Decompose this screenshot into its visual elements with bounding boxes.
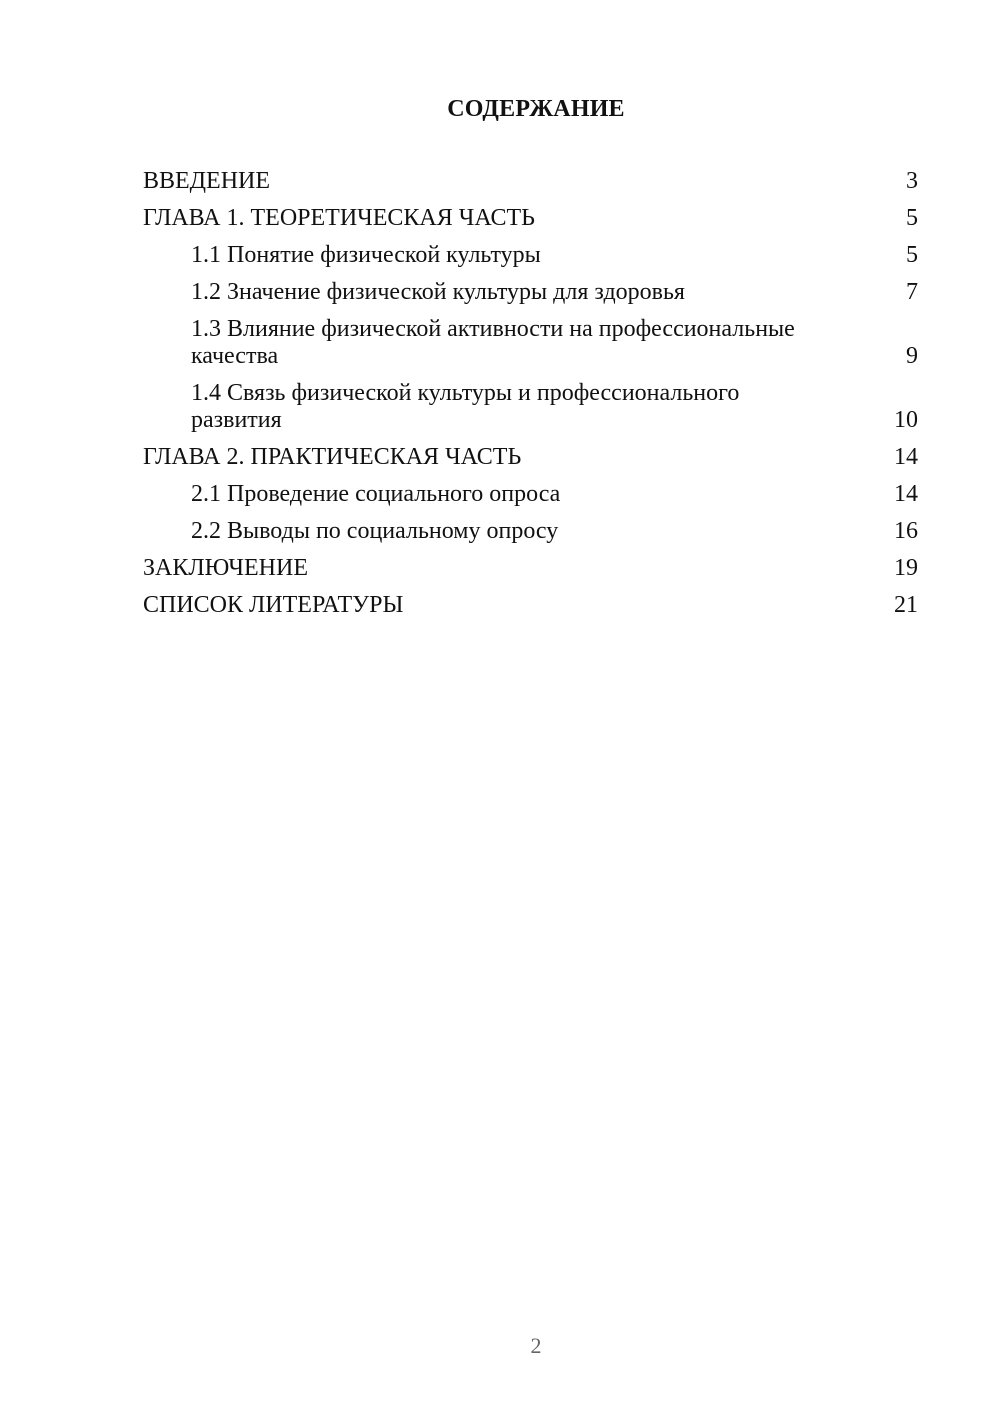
toc-entry-2-2[interactable] — [143, 518, 918, 545]
toc-entry-page: 5 — [906, 205, 918, 231]
toc-entry-page: 5 — [906, 242, 918, 268]
toc-entry-conclusion[interactable] — [143, 555, 918, 582]
page-title: СОДЕРЖАНИЕ — [447, 96, 625, 122]
toc-entry-text: ГЛАВА 2. ПРАКТИЧЕСКАЯ ЧАСТЬ — [143, 444, 522, 470]
toc-entry-text: 1.4 Связь физической культуры и профессионального развития — [191, 380, 740, 433]
toc-entry-text: СПИСОК ЛИТЕРАТУРЫ — [143, 592, 404, 618]
toc-entry-2-1[interactable] — [143, 481, 918, 508]
toc-entry-page: 14 — [894, 481, 918, 507]
toc-entry-text: 1.1 Понятие физической культуры — [191, 242, 541, 268]
toc-entry-text: ГЛАВА 1. ТЕОРЕТИЧЕСКАЯ ЧАСТЬ — [143, 205, 535, 231]
toc-entry-page: 19 — [894, 555, 918, 581]
toc-entry-page: 7 — [906, 279, 918, 305]
toc-entry-1-1[interactable] — [143, 242, 918, 269]
toc-entry-chapter-2[interactable] — [143, 444, 918, 471]
toc-entry-page: 9 — [906, 343, 918, 369]
toc-entry-text: 1.2 Значение физической культуры для здоровья — [191, 279, 685, 305]
toc-entry-page: 16 — [894, 518, 918, 544]
toc-entry-text: 1.3 Влияние физической активности на профессиональные качества — [191, 316, 795, 369]
toc-entry-text: ВВЕДЕНИЕ — [143, 168, 271, 194]
toc-entry-chapter-1[interactable] — [143, 205, 918, 232]
toc-entry-text: 2.2 Выводы по социальному опросу — [191, 518, 559, 544]
toc-entry-1-2[interactable] — [143, 279, 918, 306]
toc-entry-introduction[interactable] — [143, 168, 918, 195]
toc-entry-page: 21 — [894, 592, 918, 618]
toc-entry-1-4[interactable] — [143, 380, 918, 434]
table-of-contents — [143, 168, 918, 619]
toc-entry-text: ЗАКЛЮЧЕНИЕ — [143, 555, 308, 581]
toc-entry-text: 2.1 Проведение социального опроса — [191, 481, 561, 507]
toc-entry-page: 14 — [894, 444, 918, 470]
toc-entry-page: 3 — [906, 168, 918, 194]
toc-entry-page: 10 — [894, 407, 918, 433]
toc-entry-bibliography[interactable] — [143, 592, 918, 619]
toc-entry-1-3[interactable] — [143, 316, 918, 370]
page-number: 2 — [530, 1333, 542, 1358]
